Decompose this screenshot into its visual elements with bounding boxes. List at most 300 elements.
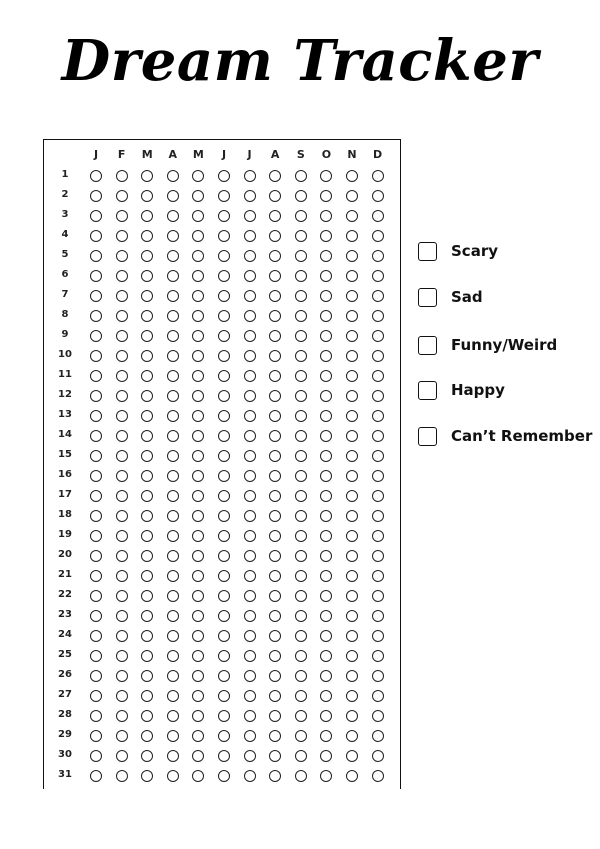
day-circle[interactable] [90,170,102,182]
day-circle[interactable] [346,750,358,762]
day-circle[interactable] [116,470,128,482]
day-circle[interactable] [295,650,307,662]
day-circle[interactable] [167,470,179,482]
day-label: 18 [58,509,72,520]
day-circle[interactable] [295,390,307,402]
day-circle[interactable] [116,770,128,782]
day-circle[interactable] [244,710,256,722]
day-circle[interactable] [346,470,358,482]
day-circle[interactable] [167,170,179,182]
day-circle[interactable] [346,270,358,282]
day-circle[interactable] [90,750,102,762]
legend-label: Sad [451,288,483,306]
day-circle[interactable] [346,530,358,542]
day-circle[interactable] [167,570,179,582]
day-label: 24 [58,629,72,640]
day-circle[interactable] [295,190,307,202]
day-circle[interactable] [295,290,307,302]
day-circle[interactable] [346,410,358,422]
day-circle[interactable] [167,330,179,342]
legend-item[interactable] [418,334,557,356]
day-circle[interactable] [372,290,384,302]
day-circle[interactable] [90,370,102,382]
day-circle[interactable] [295,510,307,522]
day-label: 27 [58,689,72,700]
legend-item[interactable] [418,286,483,308]
day-circle[interactable] [116,630,128,642]
day-circle[interactable] [346,190,358,202]
day-circle[interactable] [116,590,128,602]
day-circle[interactable] [116,390,128,402]
day-circle[interactable] [90,450,102,462]
day-circle[interactable] [167,390,179,402]
day-circle[interactable] [116,710,128,722]
day-circle[interactable] [116,230,128,242]
day-circle[interactable] [346,690,358,702]
day-circle[interactable] [167,210,179,222]
day-circle[interactable] [167,450,179,462]
day-circle[interactable] [167,250,179,262]
day-circle[interactable] [90,610,102,622]
day-circle[interactable] [244,410,256,422]
day-circle[interactable] [218,710,230,722]
legend-checkbox[interactable] [418,242,437,261]
day-circle[interactable] [167,430,179,442]
day-circle[interactable] [167,710,179,722]
day-circle[interactable] [372,530,384,542]
legend-label: Can’t Remember [451,427,593,445]
day-circle[interactable] [346,590,358,602]
month-label: A [168,148,178,161]
day-circle[interactable] [167,490,179,502]
day-circle[interactable] [372,330,384,342]
day-circle[interactable] [90,330,102,342]
day-label: 5 [61,249,69,260]
day-circle[interactable] [244,310,256,322]
day-circle[interactable] [167,530,179,542]
day-circle[interactable] [90,210,102,222]
day-circle[interactable] [244,190,256,202]
day-circle[interactable] [167,550,179,562]
day-label: 22 [58,589,72,600]
day-circle[interactable] [346,670,358,682]
day-circle[interactable] [218,530,230,542]
day-circle[interactable] [372,770,384,782]
day-circle[interactable] [167,370,179,382]
day-circle[interactable] [372,570,384,582]
day-circle[interactable] [244,730,256,742]
day-circle[interactable] [218,510,230,522]
day-circle[interactable] [218,590,230,602]
day-circle[interactable] [244,630,256,642]
day-circle[interactable] [90,270,102,282]
day-circle[interactable] [218,370,230,382]
day-circle[interactable] [346,290,358,302]
day-circle[interactable] [295,770,307,782]
day-circle[interactable] [167,610,179,622]
day-circle[interactable] [167,650,179,662]
day-circle[interactable] [346,610,358,622]
day-circle[interactable] [372,170,384,182]
day-circle[interactable] [295,270,307,282]
day-circle[interactable] [116,350,128,362]
day-circle[interactable] [244,650,256,662]
day-circle[interactable] [372,370,384,382]
day-circle[interactable] [218,310,230,322]
day-circle[interactable] [372,590,384,602]
day-label: 3 [61,209,69,220]
day-circle[interactable] [167,290,179,302]
day-circle[interactable] [346,370,358,382]
day-circle[interactable] [295,530,307,542]
day-circle[interactable] [372,610,384,622]
day-circle[interactable] [372,630,384,642]
month-label: A [270,148,280,161]
day-circle[interactable] [218,550,230,562]
day-circle[interactable] [244,550,256,562]
day-circle[interactable] [372,710,384,722]
day-circle[interactable] [295,250,307,262]
legend-item[interactable] [418,240,498,262]
day-label: 4 [61,229,69,240]
day-label: 14 [58,429,72,440]
day-circle[interactable] [346,330,358,342]
day-circle[interactable] [295,350,307,362]
day-circle[interactable] [244,350,256,362]
day-circle[interactable] [295,330,307,342]
day-circle[interactable] [372,470,384,482]
day-circle[interactable] [372,730,384,742]
day-circle[interactable] [295,750,307,762]
day-circle[interactable] [167,690,179,702]
day-circle[interactable] [167,410,179,422]
day-circle[interactable] [218,650,230,662]
day-circle[interactable] [244,510,256,522]
day-circle[interactable] [218,690,230,702]
day-circle[interactable] [372,250,384,262]
day-circle[interactable] [116,510,128,522]
day-circle[interactable] [90,570,102,582]
day-circle[interactable] [167,630,179,642]
legend-label: Funny/Weird [451,336,558,354]
day-circle[interactable] [167,510,179,522]
day-circle[interactable] [244,230,256,242]
legend-label: Scary [451,242,498,260]
day-circle[interactable] [167,350,179,362]
day-label: 6 [61,269,69,280]
day-circle[interactable] [218,770,230,782]
day-circle[interactable] [372,690,384,702]
day-circle[interactable] [167,310,179,322]
day-circle[interactable] [244,470,256,482]
month-label: O [321,148,332,161]
day-circle[interactable] [90,290,102,302]
day-circle[interactable] [244,750,256,762]
day-circle[interactable] [90,590,102,602]
month-label: J [221,148,227,161]
day-circle[interactable] [218,350,230,362]
day-circle[interactable] [116,670,128,682]
day-circle[interactable] [90,690,102,702]
day-circle[interactable] [244,530,256,542]
day-circle[interactable] [346,770,358,782]
day-label: 21 [58,569,72,580]
day-circle[interactable] [244,490,256,502]
day-circle[interactable] [244,390,256,402]
day-circle[interactable] [346,630,358,642]
day-circle[interactable] [218,630,230,642]
day-circle[interactable] [372,490,384,502]
day-circle[interactable] [372,450,384,462]
day-circle[interactable] [244,430,256,442]
day-circle[interactable] [116,450,128,462]
day-circle[interactable] [244,270,256,282]
day-circle[interactable] [116,730,128,742]
legend-checkbox[interactable] [418,427,437,446]
day-circle[interactable] [90,190,102,202]
day-circle[interactable] [218,190,230,202]
day-circle[interactable] [116,190,128,202]
day-circle[interactable] [218,290,230,302]
day-circle[interactable] [295,170,307,182]
day-label: 12 [58,389,72,400]
day-circle[interactable] [346,570,358,582]
day-circle[interactable] [167,770,179,782]
day-circle[interactable] [295,570,307,582]
day-circle[interactable] [218,330,230,342]
day-label: 8 [61,309,69,320]
day-circle[interactable] [244,450,256,462]
day-circle[interactable] [90,710,102,722]
day-circle[interactable] [116,690,128,702]
day-circle[interactable] [295,490,307,502]
month-label: J [93,148,99,161]
day-circle[interactable] [244,610,256,622]
day-circle[interactable] [218,410,230,422]
day-circle[interactable] [116,310,128,322]
day-label: 30 [58,749,72,760]
day-circle[interactable] [218,730,230,742]
legend-item[interactable] [418,379,505,401]
day-circle[interactable] [346,230,358,242]
day-circle[interactable] [90,490,102,502]
day-circle[interactable] [346,430,358,442]
day-circle[interactable] [244,210,256,222]
day-circle[interactable] [218,210,230,222]
day-label: 31 [58,769,72,780]
day-circle[interactable] [167,270,179,282]
day-circle[interactable] [244,590,256,602]
day-circle[interactable] [295,630,307,642]
day-circle[interactable] [218,450,230,462]
day-circle[interactable] [372,230,384,242]
day-label: 28 [58,709,72,720]
day-circle[interactable] [218,610,230,622]
day-circle[interactable] [295,430,307,442]
day-circle[interactable] [372,410,384,422]
day-circle[interactable] [90,770,102,782]
day-circle[interactable] [116,650,128,662]
day-circle[interactable] [295,370,307,382]
month-label: D [373,148,383,161]
day-circle[interactable] [90,350,102,362]
month-label: F [117,148,126,161]
day-circle[interactable] [218,430,230,442]
day-circle[interactable] [295,550,307,562]
day-circle[interactable] [167,730,179,742]
page-title: Dream Tracker [61,28,539,94]
day-circle[interactable] [372,510,384,522]
day-circle[interactable] [90,510,102,522]
day-circle[interactable] [372,750,384,762]
day-circle[interactable] [218,470,230,482]
day-circle[interactable] [90,250,102,262]
day-circle[interactable] [90,670,102,682]
day-circle[interactable] [346,710,358,722]
day-label: 11 [58,369,72,380]
day-circle[interactable] [116,610,128,622]
day-circle[interactable] [346,390,358,402]
day-circle[interactable] [116,410,128,422]
day-circle[interactable] [218,750,230,762]
day-circle[interactable] [116,530,128,542]
day-circle[interactable] [116,430,128,442]
day-circle[interactable] [90,410,102,422]
day-circle[interactable] [218,230,230,242]
day-circle[interactable] [346,170,358,182]
day-circle[interactable] [116,170,128,182]
day-circle[interactable] [90,630,102,642]
day-circle[interactable] [372,550,384,562]
day-circle[interactable] [295,450,307,462]
day-circle[interactable] [295,210,307,222]
day-circle[interactable] [90,310,102,322]
day-circle[interactable] [90,390,102,402]
month-label: M [141,148,153,161]
day-circle[interactable] [167,670,179,682]
day-label: 10 [58,349,72,360]
day-circle[interactable] [295,310,307,322]
day-circle[interactable] [90,650,102,662]
day-circle[interactable] [116,250,128,262]
day-circle[interactable] [116,550,128,562]
legend-checkbox[interactable] [418,336,437,355]
day-circle[interactable] [167,230,179,242]
day-circle[interactable] [295,590,307,602]
month-label: J [247,148,252,161]
day-circle[interactable] [295,690,307,702]
day-label: 9 [61,329,69,340]
day-circle[interactable] [116,270,128,282]
day-circle[interactable] [372,270,384,282]
day-circle[interactable] [244,330,256,342]
legend-item[interactable] [418,425,592,447]
day-circle[interactable] [244,690,256,702]
day-circle[interactable] [218,170,230,182]
day-circle[interactable] [167,750,179,762]
day-circle[interactable] [346,650,358,662]
day-circle[interactable] [372,190,384,202]
day-circle[interactable] [346,350,358,362]
day-circle[interactable] [346,510,358,522]
day-circle[interactable] [90,470,102,482]
day-circle[interactable] [218,390,230,402]
day-label: 2 [61,189,69,200]
day-circle[interactable] [346,550,358,562]
day-label: 19 [58,529,72,540]
day-circle[interactable] [218,270,230,282]
day-circle[interactable] [116,750,128,762]
day-circle[interactable] [244,170,256,182]
day-circle[interactable] [346,310,358,322]
month-label: S [296,148,305,161]
day-circle[interactable] [244,370,256,382]
day-circle[interactable] [90,430,102,442]
day-circle[interactable] [346,450,358,462]
day-circle[interactable] [295,470,307,482]
day-circle[interactable] [90,730,102,742]
day-circle[interactable] [167,190,179,202]
legend-label: Happy [451,381,505,399]
day-label: 20 [58,549,72,560]
day-circle[interactable] [295,710,307,722]
day-circle[interactable] [116,490,128,502]
day-circle[interactable] [116,370,128,382]
day-circle[interactable] [346,490,358,502]
day-circle[interactable] [372,430,384,442]
day-circle[interactable] [90,530,102,542]
day-circle[interactable] [372,390,384,402]
day-circle[interactable] [116,290,128,302]
day-circle[interactable] [295,230,307,242]
day-label: 13 [58,409,72,420]
day-circle[interactable] [372,650,384,662]
legend-checkbox[interactable] [418,381,437,400]
day-circle[interactable] [372,670,384,682]
day-circle[interactable] [346,210,358,222]
day-circle[interactable] [295,670,307,682]
day-circle[interactable] [346,730,358,742]
day-circle[interactable] [295,730,307,742]
day-circle[interactable] [372,210,384,222]
day-circle[interactable] [90,550,102,562]
day-circle[interactable] [218,670,230,682]
day-circle[interactable] [116,570,128,582]
day-circle[interactable] [346,250,358,262]
day-circle[interactable] [90,230,102,242]
day-circle[interactable] [116,210,128,222]
day-circle[interactable] [244,290,256,302]
day-circle[interactable] [116,330,128,342]
day-circle[interactable] [244,570,256,582]
day-circle[interactable] [372,350,384,362]
day-circle[interactable] [218,250,230,262]
day-label: 15 [58,449,72,460]
day-circle[interactable] [295,410,307,422]
legend-checkbox[interactable] [418,288,437,307]
day-circle[interactable] [244,250,256,262]
day-circle[interactable] [218,570,230,582]
day-circle[interactable] [244,670,256,682]
day-circle[interactable] [218,490,230,502]
month-label: M [192,148,204,161]
month-label: N [347,148,357,161]
day-circle[interactable] [295,610,307,622]
day-label: 26 [58,669,72,680]
day-circle[interactable] [167,590,179,602]
day-circle[interactable] [372,310,384,322]
day-circle[interactable] [244,770,256,782]
